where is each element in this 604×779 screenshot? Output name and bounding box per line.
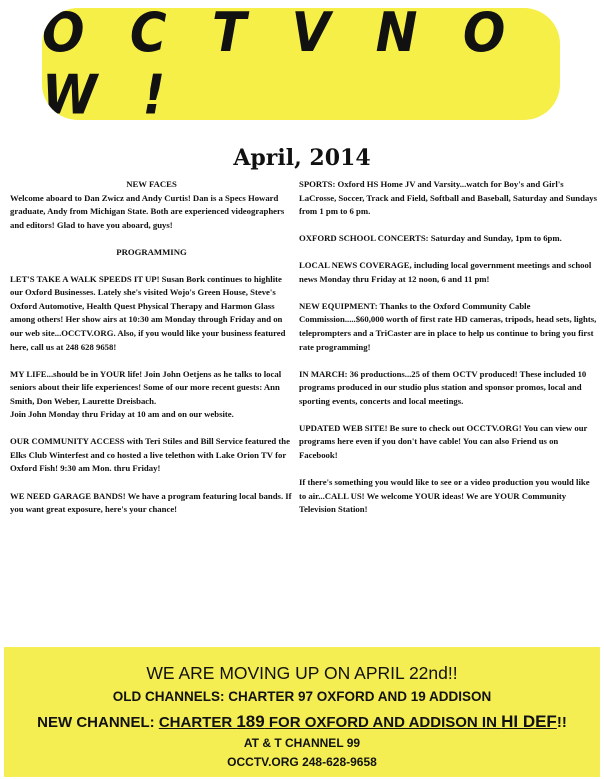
masthead-title: O C T V N O W ! (42, 8, 520, 120)
section-heading-programming: PROGRAMMING (116, 246, 187, 257)
my-life-text: MY LIFE...should be in YOUR life! Join John Oetjens as he talks to local seniors about their life experiences! Some of our more recent guests: Ann Smith, Don Weber, Laurette Dreisbach. (10, 368, 282, 406)
garage-bands-text: WE NEED GARAGE BANDS! We have a program featuring local bands. If you want great exposure, here's your chance! (10, 490, 292, 515)
contact-line: OCCTV.ORG 248-628-9658 (227, 755, 377, 769)
call-us-text: If there's something you would like to see or a video production you would like to air...CALL US! We welcome YOUR ideas! We are YOUR Community Television Station! (299, 477, 590, 515)
new-equipment-text: NEW EQUIPMENT: Thanks to the Oxford Community Cable Commission.....$60,000 worth of first rate HD cameras, tripods, head sets, lights, teleprompters and a TriCaster are in place to help us continue to bring you first rate programming! (299, 300, 597, 352)
my-life-schedule: Join John Monday thru Friday at 10 am and on our website. (10, 409, 234, 420)
local-news-text: LOCAL NEWS COVERAGE, including local government meetings and school news Monday thru Friday at 12 noon, 6 and 11 pm! (299, 260, 592, 284)
new-channel-line: NEW CHANNEL: CHARTER 189 FOR OXFORD AND ADDISON IN HI DEF!! (37, 712, 567, 731)
issue-date: April, 2014 (233, 145, 371, 171)
community-access-text: OUR COMMUNITY ACCESS with Teri Stiles and Bill Service featured the Elks Club Winterfest and co hosted a live telethon with Lake Orion TV for Oxford Fish! 9:30 am Mon. thru Friday! (10, 436, 290, 474)
web-site-text: UPDATED WEB SITE! Be sure to check out OCCTV.ORG! You can view our programs here even if you don't have cable! You can also Friend us on Facebook! (299, 422, 588, 460)
right-column (299, 178, 597, 530)
masthead-banner (42, 8, 560, 120)
left-column (10, 178, 293, 530)
old-channels-line: OLD CHANNELS: CHARTER 97 OXFORD AND 19 ADDISON (112, 689, 492, 704)
new-channel-label: NEW CHANNEL: (37, 714, 159, 731)
new-faces-text: Welcome aboard to Dan Zwicz and Andy Curtis! Dan is a Specs Howard graduate, Andy from Michigan State. Both are experienced videographers and editors! Glad to have you aboard, guys! (10, 192, 285, 230)
school-concerts-text: OXFORD SCHOOL CONCERTS: Saturday and Sunday, 1pm to 6pm. (299, 233, 562, 244)
sports-text: SPORTS: Oxford HS Home JV and Varsity...watch for Boy's and Girl's LaCrosse, Soccer, Track and Field, Softball and Baseball, Saturday and Sundays from 1 pm to 6 pm. (299, 179, 598, 217)
section-heading-new-faces: NEW FACES (126, 179, 177, 189)
walk-speeds-text: LET'S TAKE A WALK SPEEDS IT UP! Susan Bork continues to highlite our Oxford Businesses. Lately she's visited Wojo's Green House, Steve's Oxford Automotive, Health Quest Physical Therapy and Harmon Glass among others! Her show airs at 10:30 am Monday through Friday and on our web site...OCCTV.ORG. Also, if you would like your business featured here, call us at 248 628 9658! (10, 273, 286, 352)
channel-announcement-banner (4, 647, 600, 777)
march-productions-text: IN MARCH: 36 productions...25 of them OCTV produced! These included 10 programs produced in our studio plus station and sponsor promos, local and sporting events, concerts and local meetings. (299, 368, 587, 406)
moving-up-headline: WE ARE MOVING UP ON APRIL 22nd!! (146, 663, 458, 683)
att-channel-line: AT & T CHANNEL 99 (243, 736, 361, 750)
new-channel-detail: CHARTER 189 FOR OXFORD AND ADDISON IN HI DEF (158, 712, 557, 731)
